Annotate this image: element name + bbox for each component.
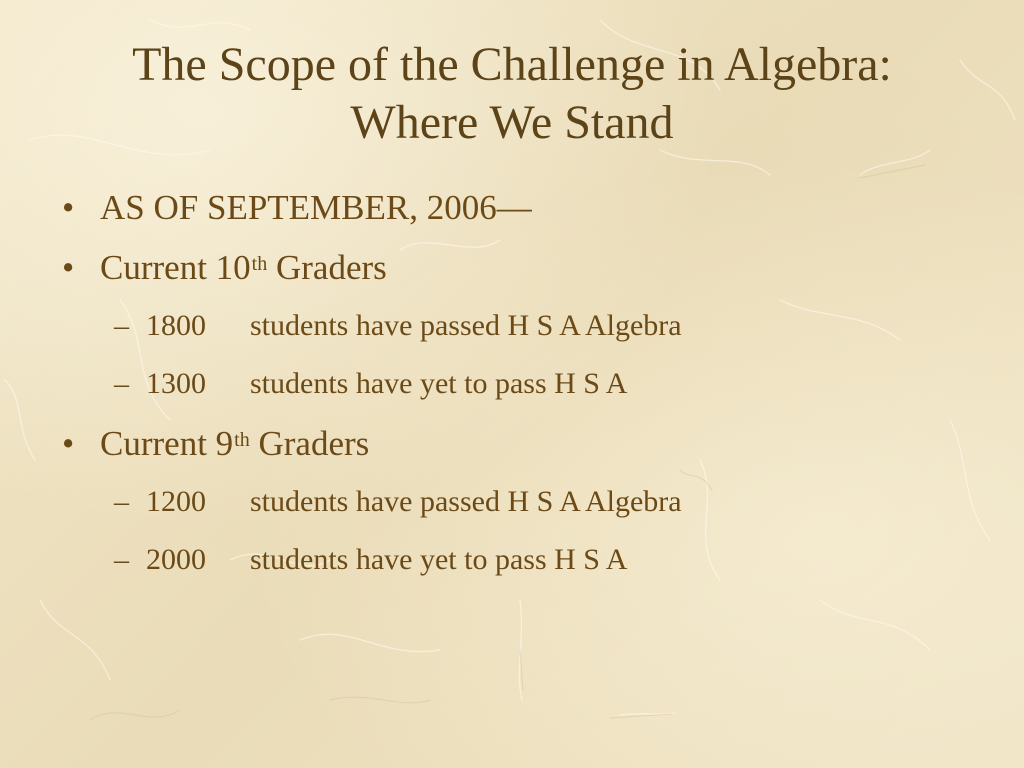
- student-count: 2000: [146, 543, 206, 576]
- sub-bullet: [58, 484, 978, 542]
- sub-bullet: [58, 308, 978, 366]
- dash-glyph: –: [114, 543, 129, 576]
- bullet-current-10th-graders: [58, 248, 978, 308]
- student-count: 1800: [146, 309, 206, 342]
- student-count: 1200: [146, 485, 206, 518]
- bullet-text-prefix: Current 9: [100, 424, 234, 463]
- bullet-text-suffix: Graders: [267, 248, 387, 287]
- dash-glyph: –: [114, 485, 129, 518]
- dash-glyph: –: [114, 367, 129, 400]
- bullet-current-9th-graders: [58, 424, 978, 484]
- sub-bullet: [58, 366, 978, 424]
- title-line-2: Where We Stand: [350, 96, 674, 149]
- slide-title: [40, 36, 984, 152]
- title-line-1: The Scope of the Challenge in Algebra:: [132, 38, 892, 91]
- sub-bullet-text: students have passed H S A Algebra: [250, 309, 682, 342]
- sub-bullet-text: students have yet to pass H S A: [250, 543, 628, 576]
- bullet-text: AS OF SEPTEMBER, 2006—: [100, 188, 532, 227]
- slide-body: [58, 188, 978, 600]
- bullet-text-prefix: Current 10: [100, 248, 251, 287]
- sub-bullet-text: students have yet to pass H S A: [250, 367, 628, 400]
- sub-bullet-text: students have passed H S A Algebra: [250, 485, 682, 518]
- bullet-glyph: •: [62, 424, 75, 463]
- sub-bullet: [58, 542, 978, 600]
- bullet-glyph: •: [62, 248, 75, 287]
- ordinal-superscript: th: [251, 253, 268, 275]
- student-count: 1300: [146, 367, 206, 400]
- bullet-glyph: •: [62, 188, 75, 227]
- dash-glyph: –: [114, 309, 129, 342]
- ordinal-superscript: th: [234, 429, 250, 451]
- bullet-text-suffix: Graders: [249, 424, 370, 463]
- bullet-as-of-date: [58, 188, 978, 248]
